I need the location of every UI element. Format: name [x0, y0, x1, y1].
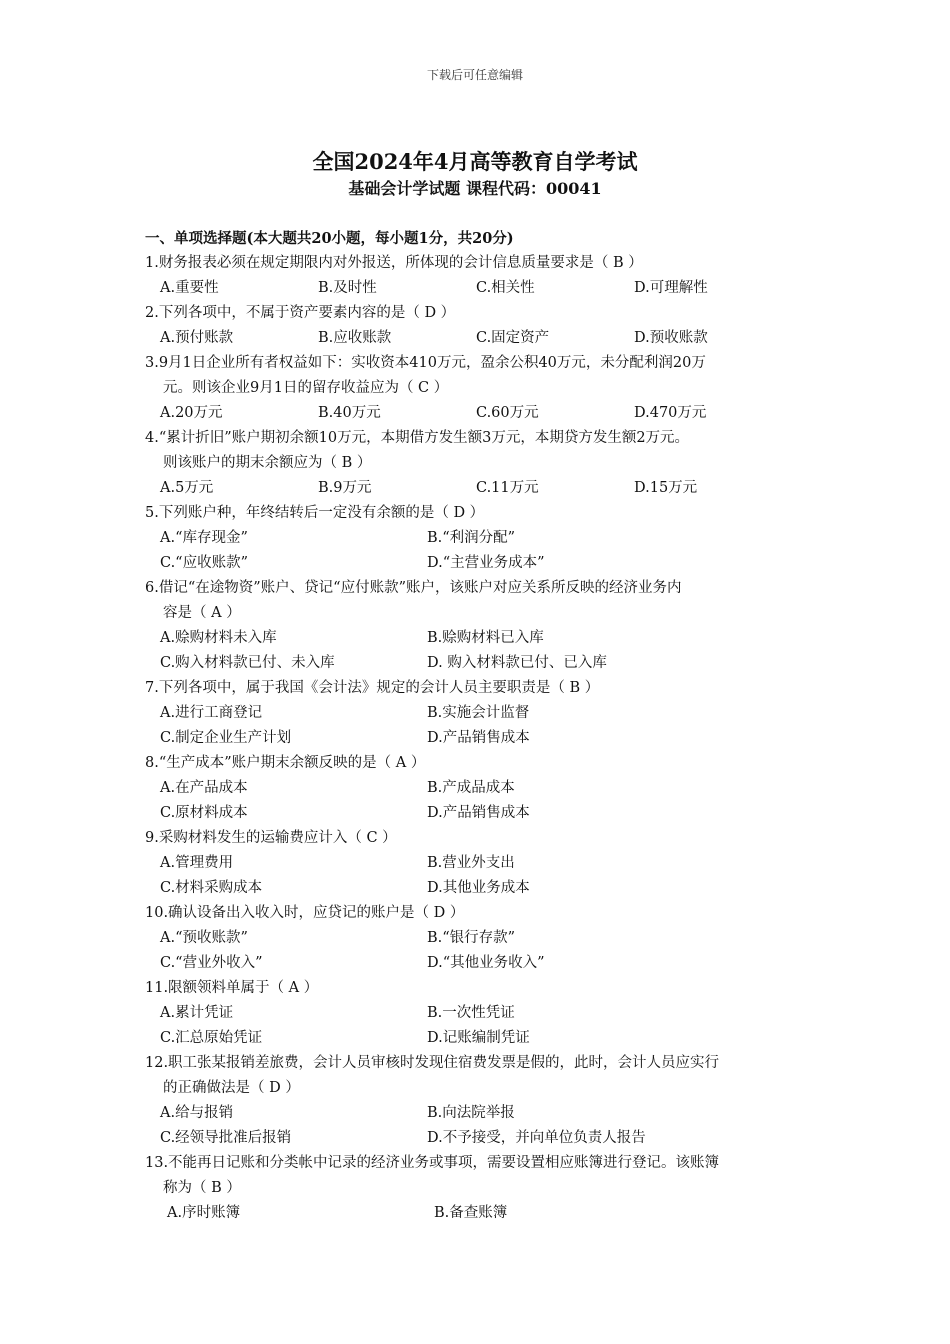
option-b: B.实施会计监督: [427, 705, 530, 721]
option-d: D.“其他业务收入”: [427, 955, 545, 971]
option-a: A.20万元: [160, 405, 223, 421]
option-c: C.固定资产: [476, 330, 550, 346]
option-a: A.累计凭证: [160, 1005, 234, 1021]
option-a: A.重要性: [160, 280, 219, 296]
option-row: [145, 551, 810, 576]
option-c: C.“营业外收入”: [160, 955, 263, 971]
option-a: A.5万元: [160, 480, 214, 496]
option-row: [145, 276, 810, 301]
option-row: [145, 1201, 810, 1226]
option-a: A.预付账款: [160, 330, 234, 346]
option-row: [145, 801, 810, 826]
option-b: B.营业外支出: [427, 855, 515, 871]
option-d: D.可理解性: [634, 280, 708, 296]
option-row: [145, 1001, 810, 1026]
question-2: [145, 301, 810, 351]
option-b: B.一次性凭证: [427, 1005, 515, 1021]
question-stem-continued: 则该账户的期末余额应为（ B ）: [163, 455, 372, 471]
question-8: [145, 751, 810, 826]
question-stem: 3.9月1日企业所有者权益如下：实收资本410万元，盈余公积40万元，未分配利润20万: [145, 355, 706, 371]
option-c: C.制定企业生产计划: [160, 730, 292, 746]
question-13: [145, 1151, 810, 1226]
option-row: [145, 1126, 810, 1151]
option-c: C.60万元: [476, 405, 539, 421]
option-row: [145, 1101, 810, 1126]
option-c: C.经领导批准后报销: [160, 1130, 292, 1146]
option-row: [145, 701, 810, 726]
question-stem: 1.财务报表必须在规定期限内对外报送，所体现的会计信息质量要求是（ B ）: [145, 255, 643, 271]
question-stem: 11.限额领料单属于（ A ）: [145, 980, 319, 996]
question-12: [145, 1051, 810, 1151]
option-d: D. 购入材料款已付、已入库: [427, 655, 607, 671]
question-stem: 5.下列账户种，年终结转后一定没有余额的是（ D ）: [145, 505, 485, 521]
option-row: [145, 476, 810, 501]
option-a: A.赊购材料未入库: [160, 630, 277, 646]
option-a: A.“库存现金”: [160, 530, 248, 546]
option-row: [145, 401, 810, 426]
question-3: [145, 351, 810, 426]
question-stem-continued: 的正确做法是（ D ）: [163, 1080, 300, 1096]
option-b: B.向法院举报: [427, 1105, 515, 1121]
option-c: C.材料采购成本: [160, 880, 263, 896]
question-stem: 2.下列各项中，不属于资产要素内容的是（ D ）: [145, 305, 456, 321]
option-row: [145, 1026, 810, 1051]
question-stem-continued: 元。则该企业9月1日的留存收益应为（ C ）: [163, 380, 449, 396]
option-d: D.预收账款: [634, 330, 708, 346]
option-row: [145, 651, 810, 676]
option-row: [145, 776, 810, 801]
option-a: A.“预收账款”: [160, 930, 248, 946]
question-9: [145, 826, 810, 901]
option-c: C.原材料成本: [160, 805, 248, 821]
option-row: [145, 726, 810, 751]
option-b: B.赊购材料已入库: [427, 630, 544, 646]
question-6: [145, 576, 810, 676]
option-row: [145, 526, 810, 551]
question-stem: 10.确认设备出入收入时，应贷记的账户是（ D ）: [145, 905, 465, 921]
option-row: [145, 851, 810, 876]
question-stem-continued: 容是（ A ）: [163, 605, 241, 621]
option-row: [145, 951, 810, 976]
option-d: D.470万元: [634, 405, 707, 421]
question-5: [145, 501, 810, 576]
option-row: [145, 926, 810, 951]
option-b: B.“利润分配”: [427, 530, 516, 546]
question-stem: 9.采购材料发生的运输费应计入（ C ）: [145, 830, 397, 846]
option-c: C.购入材料款已付、未入库: [160, 655, 335, 671]
option-b: B.40万元: [318, 405, 381, 421]
option-b: B.及时性: [318, 280, 377, 296]
option-d: D.不予接受，并向单位负责人报告: [427, 1130, 646, 1146]
header-note: 下载后可任意编辑: [426, 68, 523, 82]
question-10: [145, 901, 810, 976]
option-b: B.产成品成本: [427, 780, 515, 796]
option-c: C.汇总原始凭证: [160, 1030, 263, 1046]
option-c: C.“应收账款”: [160, 555, 249, 571]
option-row: [145, 876, 810, 901]
question-stem: 12.职工张某报销差旅费，会计人员审核时发现住宿费发票是假的，此时，会计人员应实行: [145, 1055, 720, 1071]
option-d: D.“主营业务成本”: [427, 555, 545, 571]
option-row: [145, 626, 810, 651]
exam-title: 全国2024年4月高等教育自学考试: [312, 149, 638, 174]
question-stem: 4.“累计折旧”账户期初余额10万元，本期借方发生额3万元，本期贷方发生额2万元。: [145, 430, 690, 446]
question-1: [145, 251, 810, 301]
option-c: C.11万元: [476, 480, 539, 496]
option-b: B.应收账款: [318, 330, 392, 346]
option-b: B.备查账簿: [434, 1205, 508, 1221]
question-7: [145, 676, 810, 751]
option-d: D.15万元: [634, 480, 698, 496]
option-d: D.产品销售成本: [427, 805, 530, 821]
option-a: A.进行工商登记: [160, 705, 263, 721]
option-b: B.“银行存款”: [427, 930, 516, 946]
section-heading: 一、单项选择题(本大题共20小题，每小题1分，共20分): [145, 230, 514, 247]
option-row: [145, 326, 810, 351]
question-stem: 8.“生产成本”账户期末余额反映的是（ A ）: [145, 755, 426, 771]
option-a: A.序时账簿: [167, 1205, 241, 1221]
option-d: D.记账编制凭证: [427, 1030, 530, 1046]
exam-subtitle: 基础会计学试题 课程代码：00041: [348, 179, 602, 198]
option-d: D.产品销售成本: [427, 730, 530, 746]
option-b: B.9万元: [318, 480, 372, 496]
option-a: A.给与报销: [160, 1105, 234, 1121]
option-c: C.相关性: [476, 280, 535, 296]
option-a: A.在产品成本: [160, 780, 248, 796]
question-stem: 7.下列各项中，属于我国《会计法》规定的会计人员主要职责是（ B ）: [145, 680, 600, 696]
option-d: D.其他业务成本: [427, 880, 530, 896]
question-11: [145, 976, 810, 1051]
question-list: [145, 226, 810, 1226]
question-stem-continued: 称为（ B ）: [163, 1180, 241, 1196]
question-stem: 6.借记“在途物资”账户、贷记“应付账款”账户，该账户对应关系所反映的经济业务内: [145, 580, 682, 596]
option-a: A.管理费用: [160, 855, 234, 871]
question-4: [145, 426, 810, 501]
question-stem: 13.不能再日记账和分类帐中记录的经济业务或事项，需要设置相应账簿进行登记。该账簿: [145, 1155, 720, 1171]
